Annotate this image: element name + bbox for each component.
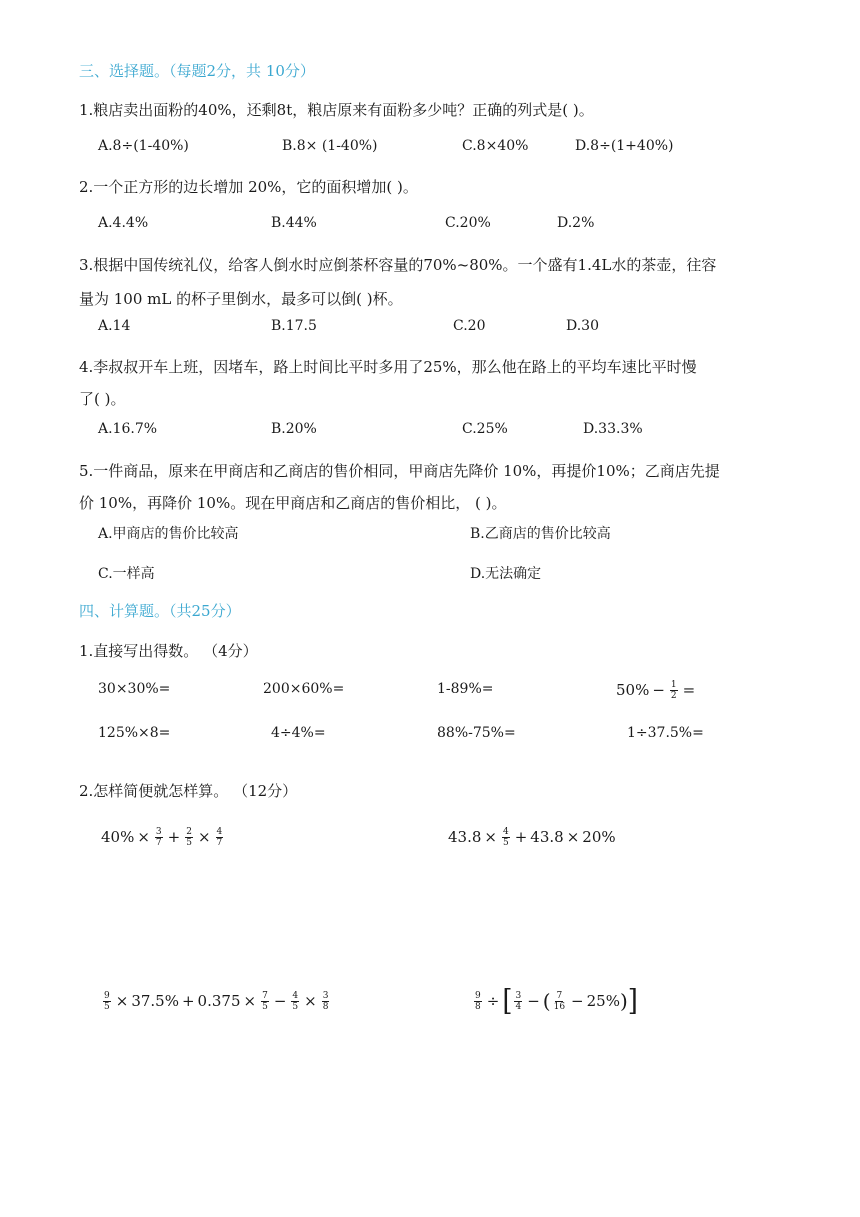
q1-option-b: B.8× (1-40%)	[282, 138, 378, 154]
q4-option-c: C.25%	[462, 421, 508, 437]
calc-2-1: 125%×8=	[98, 725, 171, 741]
q2-option-c: C.20%	[445, 215, 491, 231]
minus-sign: −	[527, 992, 540, 1010]
fraction-denominator: 5	[292, 1001, 299, 1012]
times-sign: ×	[304, 992, 317, 1010]
q4-option-b: B.20%	[271, 421, 317, 437]
plus-sign: +	[181, 992, 195, 1010]
calc-2-3: 88%-75%=	[437, 725, 516, 741]
fraction	[216, 827, 224, 848]
fraction-denominator: 8	[322, 1001, 329, 1012]
calc-1-4	[616, 677, 698, 703]
question-5-line2: 价 10%，再降价 10%。现在甲商店和乙商店的售价相比， ( )。	[79, 494, 507, 512]
q5-option-d: D.无法确定	[470, 566, 542, 582]
fraction-denominator: 2	[670, 690, 677, 701]
term: 43.8	[448, 828, 482, 846]
part1-title: 1.直接写出得数。 （4分）	[79, 642, 258, 660]
fraction-numerator: 9	[104, 990, 110, 1001]
expression-1	[101, 822, 225, 852]
fraction	[155, 827, 163, 848]
calc-2-4: 1÷37.5%=	[627, 725, 704, 741]
calc-1-1: 30×30%=	[98, 681, 171, 697]
times-sign: ×	[115, 992, 129, 1010]
term: 0.375	[197, 992, 241, 1010]
minus-sign: −	[273, 992, 287, 1010]
fraction-denominator: 8	[475, 1001, 481, 1012]
right-paren: )	[619, 989, 628, 1013]
fraction-denominator: 5	[262, 1001, 268, 1012]
left-paren: (	[542, 989, 551, 1013]
fraction-denominator: 7	[216, 837, 223, 848]
fraction	[322, 991, 330, 1012]
calc-1-4-term: 50%	[616, 681, 650, 699]
section3-heading: 三、选择题。（每题2分，共 10分）	[79, 62, 315, 80]
fraction-numerator: 2	[186, 826, 192, 837]
plus-sign: +	[167, 828, 181, 846]
fraction-numerator: 4	[502, 826, 509, 837]
expression-4	[472, 984, 638, 1018]
q3-option-d: D.30	[566, 318, 599, 334]
term: 20%	[582, 828, 616, 846]
fraction	[185, 827, 193, 848]
fraction-numerator: 7	[556, 990, 563, 1001]
term: 43.8	[530, 828, 564, 846]
question-5-line1: 5.一件商品，原来在甲商店和乙商店的售价相同，甲商店先降价 10%，再提价10%；乙商店先提	[79, 462, 720, 480]
times-sign: ×	[243, 992, 257, 1010]
q2-option-d: D.2%	[557, 215, 595, 231]
fraction-numerator: 7	[262, 990, 268, 1001]
times-sign: ×	[566, 828, 580, 846]
fraction-denominator: 5	[502, 837, 509, 848]
q2-option-b: B.44%	[271, 215, 317, 231]
times-sign: ×	[197, 828, 211, 846]
q3-option-c: C.20	[453, 318, 486, 334]
fraction	[103, 991, 111, 1012]
fraction-denominator: 4	[515, 1001, 522, 1012]
minus-sign: −	[571, 992, 584, 1010]
fraction-numerator: 1	[670, 679, 677, 690]
fraction-numerator: 3	[155, 826, 162, 837]
fraction	[670, 680, 678, 701]
q5-option-c: C.一样高	[98, 566, 155, 582]
divide-sign: ÷	[486, 992, 500, 1010]
fraction-denominator: 5	[104, 1001, 110, 1012]
q1-option-a: A.8÷(1-40%)	[98, 138, 189, 154]
expression-2	[448, 822, 616, 852]
minus-sign: −	[652, 681, 665, 699]
q1-option-c: C.8×40%	[462, 138, 529, 154]
fraction	[502, 827, 510, 848]
fraction	[474, 991, 482, 1012]
q5-option-b: B.乙商店的售价比较高	[470, 526, 611, 542]
fraction-numerator: 3	[515, 990, 522, 1001]
right-bracket: ]	[627, 984, 638, 1018]
q4-option-a: A.16.7%	[98, 421, 158, 437]
times-sign: ×	[484, 828, 497, 846]
term: 40%	[101, 828, 135, 846]
question-3-line1: 3.根据中国传统礼仪，给客人倒水时应倒茶杯容量的70%~80%。一个盛有1.4L水的茶壶，往容	[79, 256, 717, 274]
expression-3	[101, 986, 331, 1016]
calc-1-2: 200×60%=	[263, 681, 345, 697]
fraction-denominator: 7	[155, 837, 162, 848]
left-bracket: [	[502, 984, 513, 1018]
section4-heading: 四、计算题。（共25分）	[79, 602, 241, 620]
fraction-numerator: 4	[292, 990, 299, 1001]
question-2: 2.一个正方形的边长增加 20%，它的面积增加( )。	[79, 178, 418, 196]
part2-title: 2.怎样简便就怎样算。 （12分）	[79, 782, 298, 800]
fraction-numerator: 9	[475, 990, 481, 1001]
calc-1-3: 1-89%=	[437, 681, 494, 697]
question-1: 1.粮店卖出面粉的40%，还剩8t，粮店原来有面粉多少吨？正确的列式是( )。	[79, 101, 594, 119]
question-4-line2: 了( )。	[79, 390, 126, 408]
fraction-denominator: 16	[553, 1001, 566, 1012]
fraction-denominator: 5	[186, 837, 192, 848]
q1-option-d: D.8÷(1+40%)	[575, 138, 674, 154]
fraction	[291, 991, 299, 1012]
fraction	[514, 991, 522, 1012]
q2-option-a: A.4.4%	[98, 215, 149, 231]
fraction	[553, 991, 566, 1012]
q5-option-a: A.甲商店的售价比较高	[98, 526, 239, 542]
q3-option-a: A.14	[98, 318, 131, 334]
calc-2-2: 4÷4%=	[271, 725, 326, 741]
term: 25%	[586, 992, 620, 1010]
equals-sign: =	[682, 681, 696, 699]
fraction	[261, 991, 269, 1012]
times-sign: ×	[137, 828, 150, 846]
fraction-numerator: 3	[322, 990, 329, 1001]
q3-option-b: B.17.5	[271, 318, 317, 334]
plus-sign: +	[514, 828, 528, 846]
question-4-line1: 4.李叔叔开车上班，因堵车，路上时间比平时多用了25%，那么他在路上的平均车速比平时慢	[79, 358, 697, 376]
term: 37.5%	[131, 992, 179, 1010]
fraction-numerator: 4	[216, 826, 223, 837]
question-3-line2: 量为 100 mL 的杯子里倒水，最多可以倒( )杯。	[79, 290, 403, 308]
q4-option-d: D.33.3%	[583, 421, 643, 437]
